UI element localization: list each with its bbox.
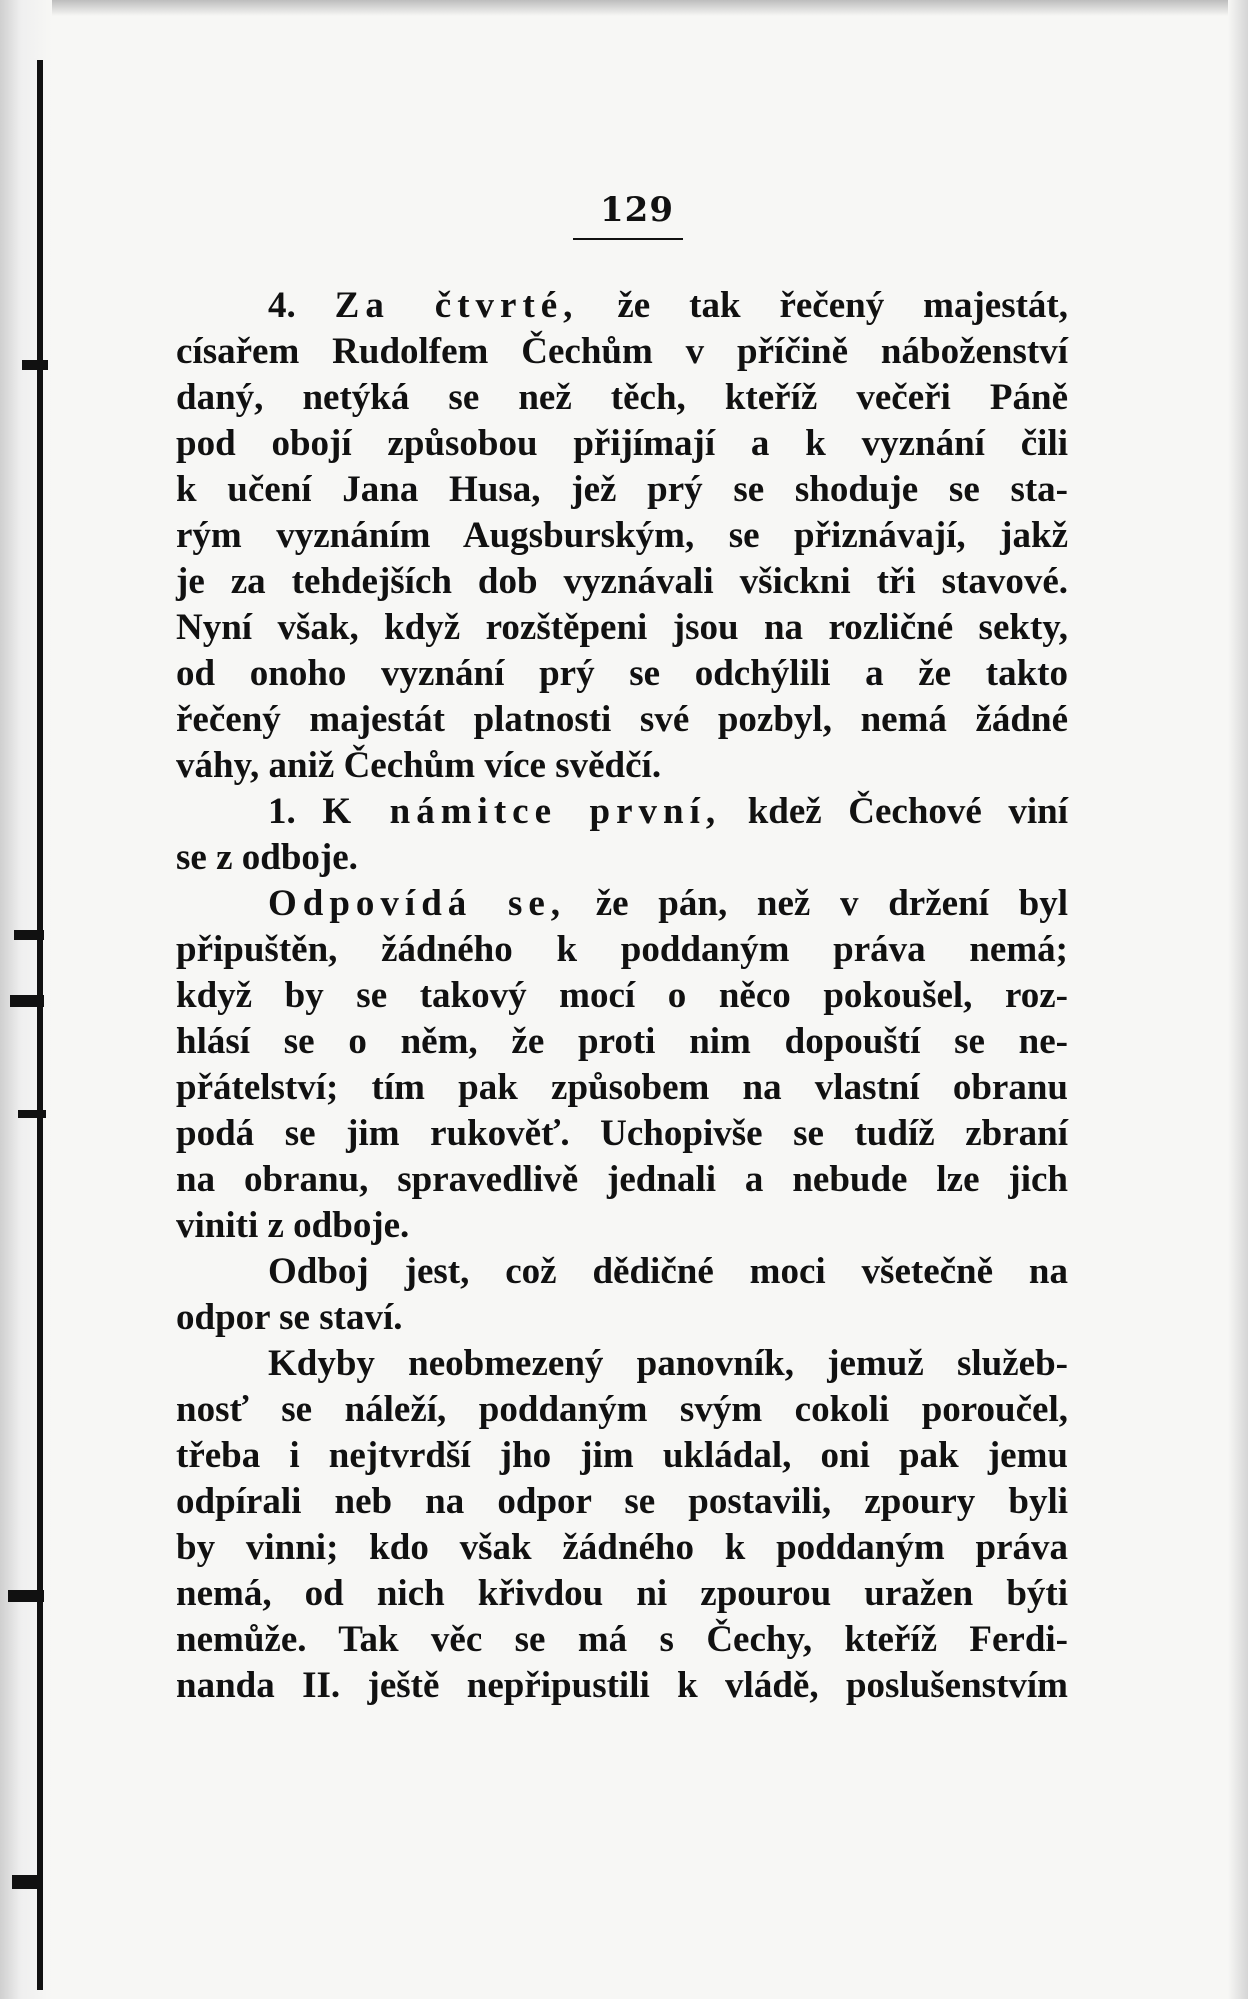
text-line: nemůže. Tak věc se má s Čechy, kteříž Ferdi- — [176, 1619, 1068, 1660]
spaced-emphasis: K námitce první, — [322, 791, 722, 832]
page-right-shadow — [1228, 0, 1248, 1999]
text-line: císařem Rudolfem Čechům v příčině náboženství — [176, 331, 1068, 372]
text-line: přátelství; tím pak způsobem na vlastní obranu — [176, 1067, 1068, 1108]
text-run: 4. — [268, 285, 335, 326]
text-line: od onoho vyznání prý se odchýlili a že takto — [176, 653, 1068, 694]
binding-thread-mark — [10, 995, 44, 1007]
text-line — [176, 283, 1068, 329]
text-run: že tak řečený majestát, — [578, 285, 1068, 326]
body-text — [176, 283, 1068, 1709]
text-run: 1. — [268, 791, 323, 832]
binding-thread-mark — [12, 1875, 42, 1889]
page-number: 129 — [600, 190, 674, 230]
text-line: podá se jim rukověť. Uchopivše se tudíž zbraní — [176, 1113, 1068, 1154]
text-line: třeba i nejtvrdší jho jim ukládal, oni pak jemu — [176, 1435, 1068, 1476]
text-line: připuštěn, žádného k poddaným práva nemá; — [176, 929, 1068, 970]
paragraph — [176, 283, 1068, 789]
text-line: Kdyby neobmezený panovník, jemuž služeb- — [268, 1343, 1068, 1384]
text-line: pod obojí způsobou přijímají a k vyznání čili — [176, 423, 1068, 464]
text-line: odpor se staví. — [176, 1297, 403, 1338]
text-line: když by se takový mocí o něco pokoušel, roz- — [176, 975, 1068, 1016]
paragraph — [176, 881, 1068, 1249]
text-line: viniti z odboje. — [176, 1205, 410, 1246]
binding-spine-line — [37, 60, 43, 1990]
text-line: by vinni; kdo však žádného k poddaným práva — [176, 1527, 1068, 1568]
text-line: Nyní však, když rozštěpeni jsou na rozličné sekty, — [176, 607, 1068, 648]
text-line: řečený majestát platnosti své pozbyl, nemá žádné — [176, 699, 1068, 740]
text-line: rým vyznáním Augsburským, se přiznávají, jakž — [176, 515, 1068, 556]
text-line: se z odboje. — [176, 837, 358, 878]
text-line: k učení Jana Husa, jež prý se shoduje se sta- — [176, 469, 1068, 510]
page-top-shadow — [0, 0, 1248, 16]
spaced-emphasis: Za čtvrté, — [334, 285, 579, 326]
text-line: nosť se náleží, poddaným svým cokoli poroučel, — [176, 1389, 1068, 1430]
text-line: nemá, od nich křivdou ni zpourou uražen býti — [176, 1573, 1068, 1614]
binding-thread-mark — [22, 360, 48, 370]
text-line — [176, 789, 1068, 835]
text-run: že pán, než v držení byl — [566, 883, 1068, 924]
text-line: váhy, aniž Čechům více svědčí. — [176, 745, 662, 786]
binding-thread-mark — [18, 1110, 46, 1118]
text-run: kdež Čechové viní — [721, 791, 1069, 832]
text-line: odpírali neb na odpor se postavili, zpoury byli — [176, 1481, 1068, 1522]
paragraph — [176, 789, 1068, 881]
page-number-rule — [573, 238, 683, 240]
text-line: Odboj jest, což dědičné moci všetečně na — [268, 1251, 1068, 1292]
text-line: na obranu, spravedlivě jednali a nebude lze jich — [176, 1159, 1068, 1200]
text-line — [176, 881, 1068, 927]
binding-thread-mark — [8, 1590, 44, 1602]
paragraph — [176, 1341, 1068, 1709]
spaced-emphasis: Odpovídá se, — [268, 883, 567, 924]
text-line: je za tehdejších dob vyznávali všickni tři stavové. — [176, 561, 1068, 602]
binding-thread-mark — [14, 930, 44, 940]
text-line: daný, netýká se než těch, kteříž večeři Páně — [176, 377, 1068, 418]
text-line: nanda II. ještě nepřipustili k vládě, poslušenstvím — [176, 1665, 1068, 1706]
paragraph — [176, 1249, 1068, 1341]
text-line: hlásí se o něm, že proti nim dopouští se ne- — [176, 1021, 1068, 1062]
